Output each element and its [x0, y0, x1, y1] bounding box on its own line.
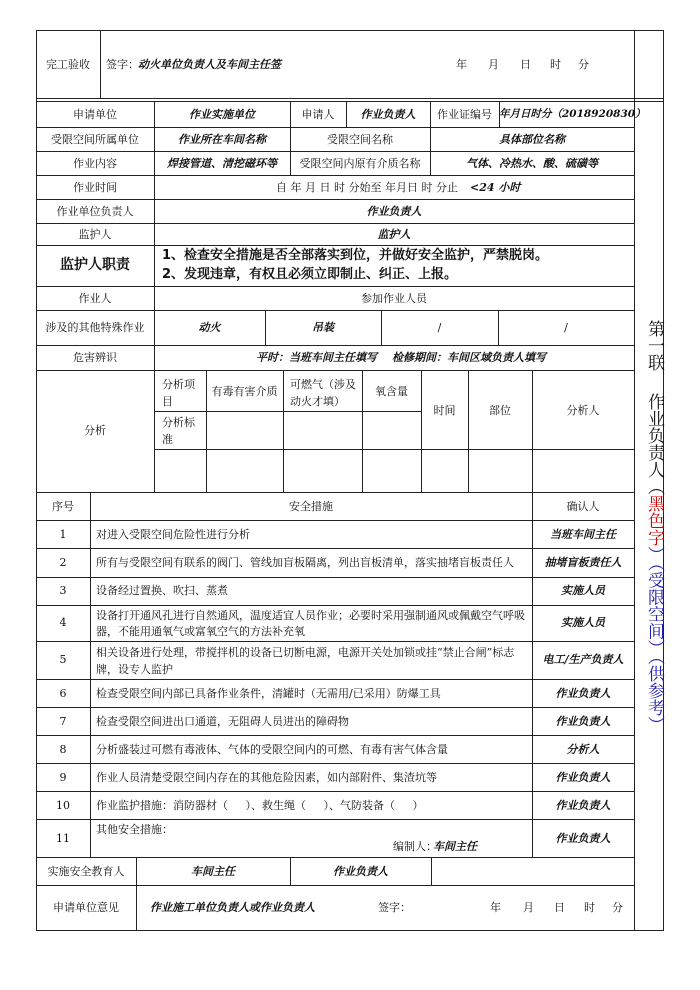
education-value1: 车间主任 — [191, 865, 235, 878]
special-item-3: / — [437, 321, 442, 334]
unit-label: 申请单位 — [73, 108, 117, 121]
sign-value: 动火单位负责人及车间主任签 — [138, 58, 281, 71]
analysis-label: 分析 — [84, 424, 106, 437]
side-part1: 第一联 — [644, 320, 664, 371]
special-item-lifting: 吊装 — [312, 321, 334, 334]
measure-no: 4 — [59, 616, 67, 629]
hazard-value1: 平时：当班车间主任填写 — [256, 351, 377, 364]
analysis-item-label: 分析项目 — [162, 378, 195, 408]
guardian-value: 监护人 — [377, 228, 411, 241]
analysis-location: 部位 — [489, 404, 511, 417]
measure-text: 所有与受限空间有联系的阀门、管线加盲板隔离，列出盲板清单，落实抽堵盲板责任人 — [96, 556, 514, 569]
date-day: 日 — [520, 58, 531, 71]
worker-value: 参加作业人员 — [361, 292, 427, 305]
opinion-minute: 分 — [612, 901, 623, 914]
medium-label: 受限空间内原有介质名称 — [299, 157, 421, 170]
measure-confirm: 抽堵盲板责任人 — [544, 556, 622, 569]
side-part3: 黑色字 — [644, 495, 664, 546]
content-value: 焊接管道、清挖磁环等 — [167, 157, 277, 170]
measure-text: 对进入受限空间危险性进行分析 — [96, 528, 250, 541]
permit-value: 年月日时分（2018920830） — [499, 108, 646, 120]
measure-confirm: 电工/生产负责人 — [542, 653, 624, 666]
editor-value: 车间主任 — [433, 840, 477, 853]
education-label: 实施安全教育人 — [47, 865, 125, 878]
analysis-oxygen: 氧含量 — [375, 385, 408, 398]
measure-no: 2 — [59, 556, 67, 569]
measure-text: 检查受限空间进出口通道，无阻碍人员进出的障碍物 — [96, 715, 349, 728]
sign-label: 签字： — [106, 58, 139, 71]
measure-text: 设备经过置换、吹扫、蒸煮 — [96, 584, 228, 597]
date-hour: 时 — [550, 58, 561, 71]
special-item-fire: 动火 — [198, 321, 221, 334]
analysis-time: 时间 — [433, 404, 456, 417]
workshop-value: 作业所在车间名称 — [178, 133, 266, 146]
measure-text: 检查受限空间内部已具备作业条件，清罐时（无需用/已采用）防爆工具 — [96, 687, 441, 700]
guardian-label: 监护人 — [78, 228, 112, 241]
opinion-day: 日 — [554, 901, 565, 914]
time-limit: <24 小时 — [470, 181, 521, 194]
leader-value: 作业负责人 — [366, 205, 422, 218]
side-copy-label — [636, 320, 664, 733]
analysis-standard-label: 分析标准 — [162, 416, 195, 446]
analysis-flammable: 可燃气（涉及动火才填） — [290, 378, 356, 408]
person-label: 申请人 — [301, 108, 335, 121]
measure-no: 9 — [59, 771, 67, 784]
analysis-analyst: 分析人 — [566, 404, 600, 417]
special-label: 涉及的其他特殊作业 — [45, 321, 145, 334]
opinion-label: 申请单位意见 — [53, 901, 119, 914]
guardian-duty-label: 监护人职责 — [60, 257, 130, 273]
measure-no: 7 — [59, 715, 67, 728]
measure-confirm: 实施人员 — [561, 616, 605, 629]
time-label: 作业时间 — [73, 181, 117, 194]
measure-confirm: 作业负责人 — [555, 832, 611, 845]
measure-confirm: 分析人 — [566, 743, 600, 756]
worker-label: 作业人 — [78, 292, 112, 305]
analysis-toxic: 有毒有害介质 — [211, 385, 278, 398]
measure-text: 作业人员清楚受限空间内存在的其他危险因素，如内部附件、集渣坑等 — [96, 771, 437, 784]
side-part4: ）（受限空间）（供参考） — [644, 546, 664, 733]
editor-label: 编制人： — [393, 840, 437, 853]
unit-value: 作业实施单位 — [189, 108, 255, 121]
opinion-month: 月 — [523, 901, 534, 914]
completion-label: 完工验收 — [46, 58, 90, 71]
medium-value: 气体、冷热水、酸、硫磺等 — [466, 157, 598, 170]
measure-no-header: 序号 — [52, 500, 74, 513]
measure-no: 5 — [59, 653, 67, 666]
measure-no: 11 — [56, 832, 70, 845]
hazard-label: 危害辨识 — [73, 351, 117, 364]
opinion-hour: 时 — [584, 901, 595, 914]
measure-no: 3 — [59, 584, 67, 597]
date-minute: 分 — [578, 58, 589, 71]
measure-confirm: 实施人员 — [561, 584, 605, 597]
confirm-header: 确认人 — [566, 500, 600, 513]
measure-text: 作业监护措施：消防器材（ ）、救生绳（ ）、气防装备（ ） — [96, 799, 424, 812]
measure-confirm: 当班车间主任 — [550, 528, 616, 541]
permit-label: 作业证编号 — [437, 108, 492, 121]
date-year: 年 — [456, 58, 467, 71]
content-label: 作业内容 — [73, 157, 117, 170]
opinion-value: 作业施工单位负责人或作业负责人 — [150, 901, 315, 914]
person-value: 作业负责人 — [360, 108, 416, 121]
measure-text: 相关设备进行处理，带搅拌机的设备已切断电源，电源开关处加锁或挂“禁止合闸”标志牌，设专人监护 — [96, 646, 515, 676]
side-part2: 作业负责人（ — [644, 393, 664, 495]
space-label: 受限空间名称 — [327, 133, 393, 146]
measure-no: 6 — [59, 687, 67, 700]
leader-label: 作业单位负责人 — [56, 205, 134, 218]
measure-header: 安全措施 — [289, 500, 333, 513]
measure-text: 分析盛装过可燃有毒液体、气体的受限空间内的可燃、有毒有害气体含量 — [96, 743, 448, 756]
space-value: 具体部位名称 — [499, 133, 565, 146]
education-value2: 作业负责人 — [333, 865, 388, 878]
opinion-year: 年 — [490, 901, 501, 914]
measure-text: 其他安全措施： — [96, 823, 173, 836]
workshop-label: 受限空间所属单位 — [51, 133, 139, 146]
guardian-duty-line2: 2、发现违章，有权且必须立即制止、纠正、上报。 — [162, 267, 458, 282]
measure-confirm: 作业负责人 — [555, 687, 611, 700]
measure-confirm: 作业负责人 — [555, 771, 611, 784]
measure-no: 1 — [59, 528, 67, 541]
time-value: 自 年 月 日 时 分始至 年月日 时 分止 — [276, 181, 458, 194]
date-month: 月 — [488, 58, 499, 71]
measure-text: 设备打开通风孔进行自然通风，温度适宜人员作业；必要时采用强制通风或佩戴空气呼吸器，不能用通氧气或富氧空气的方法补充氧 — [96, 609, 525, 638]
measure-no: 10 — [56, 799, 70, 812]
hazard-value2: 检修期间：车间区域负责人填写 — [392, 351, 546, 364]
guardian-duty-line1: 1、检查安全措施是否全部落实到位，并做好安全监护，严禁脱岗。 — [162, 248, 549, 263]
measure-no: 8 — [59, 743, 67, 756]
special-item-4: / — [564, 321, 568, 334]
opinion-sign-label: 签字： — [378, 901, 411, 914]
measure-confirm: 作业负责人 — [555, 799, 611, 812]
measure-confirm: 作业负责人 — [555, 715, 611, 728]
